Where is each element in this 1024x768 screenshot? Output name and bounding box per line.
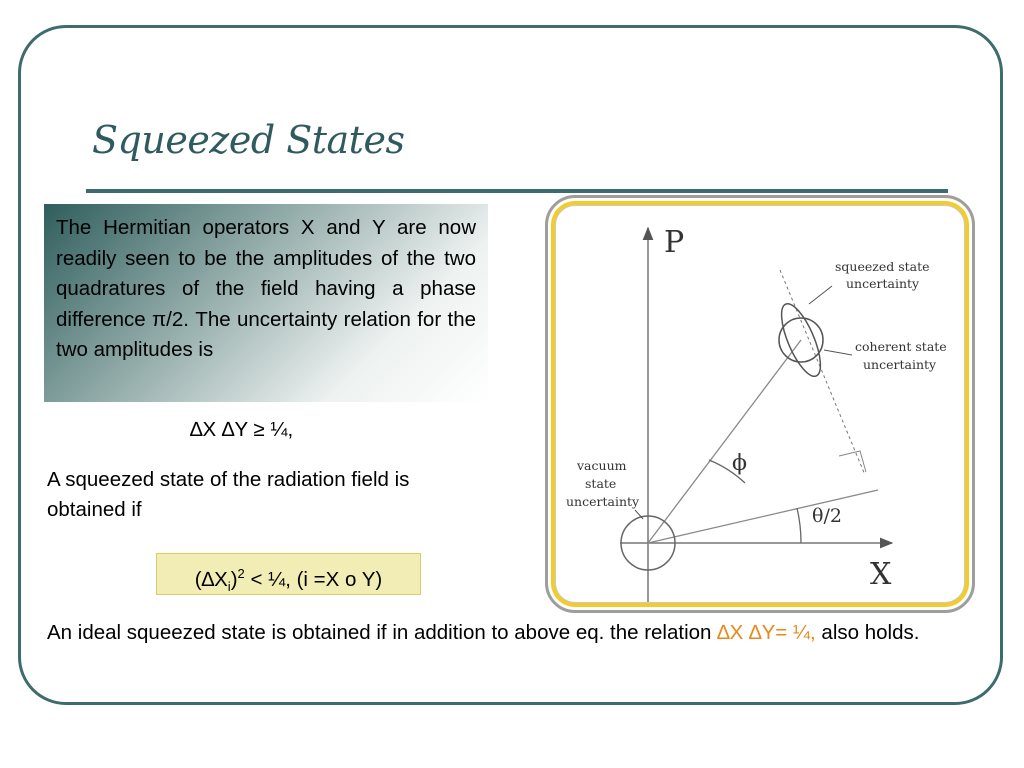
equation-subscript: i	[227, 578, 231, 594]
theta-arc	[797, 508, 801, 543]
projection-dashed-line	[780, 270, 865, 475]
ideal-text-before: An ideal squeezed state is obtained if in addition to above eq. the relation	[47, 621, 718, 644]
equation-close: )	[230, 567, 238, 591]
p-axis-label: P	[664, 225, 685, 260]
x-axis-label: X	[870, 557, 892, 592]
squeezed-condition-text: A squeezed state of the radiation field is obtained if	[47, 468, 410, 521]
equation-open: (∆X	[194, 567, 228, 591]
squeezed-label-line2: uncertainty	[846, 276, 920, 291]
coherent-pointer-line	[824, 350, 852, 355]
phase-space-diagram	[560, 210, 960, 602]
ideal-relation: ∆X ∆Y= ¼,	[717, 621, 816, 644]
intro-text-box	[44, 204, 488, 402]
title-underline	[86, 189, 948, 193]
squeezed-pointer-line	[809, 286, 832, 304]
phi-label: ϕ	[732, 451, 747, 476]
slide-title: Squeezed States	[92, 118, 405, 162]
vacuum-label-line1: vacuum	[577, 458, 627, 473]
vacuum-label-line3: uncertainty	[566, 494, 640, 509]
uncertainty-relation: ∆X ∆Y ≥ ¼,	[190, 418, 294, 441]
ideal-squeezed-text	[47, 617, 968, 648]
equation-rest: < ¼, (i =X o Y)	[244, 567, 383, 591]
coherent-label-line1: coherent state	[855, 339, 947, 354]
coherent-label-line2: uncertainty	[863, 357, 937, 372]
ideal-text-after: also holds.	[815, 621, 920, 644]
theta-label: θ/2	[812, 505, 842, 527]
vacuum-label-line2: state	[585, 476, 617, 491]
equation-superscript: 2	[237, 566, 245, 581]
condition-equation-box	[156, 553, 421, 595]
squeezed-label-line1: squeezed state	[835, 259, 930, 274]
right-angle-mark	[839, 451, 866, 472]
intro-paragraph: The Hermitian operators X and Y are now readily seen to be the amplitudes of the two quadratures of the field having a phase difference π/2. The uncertainty relation for the two amplitudes is	[56, 216, 476, 361]
